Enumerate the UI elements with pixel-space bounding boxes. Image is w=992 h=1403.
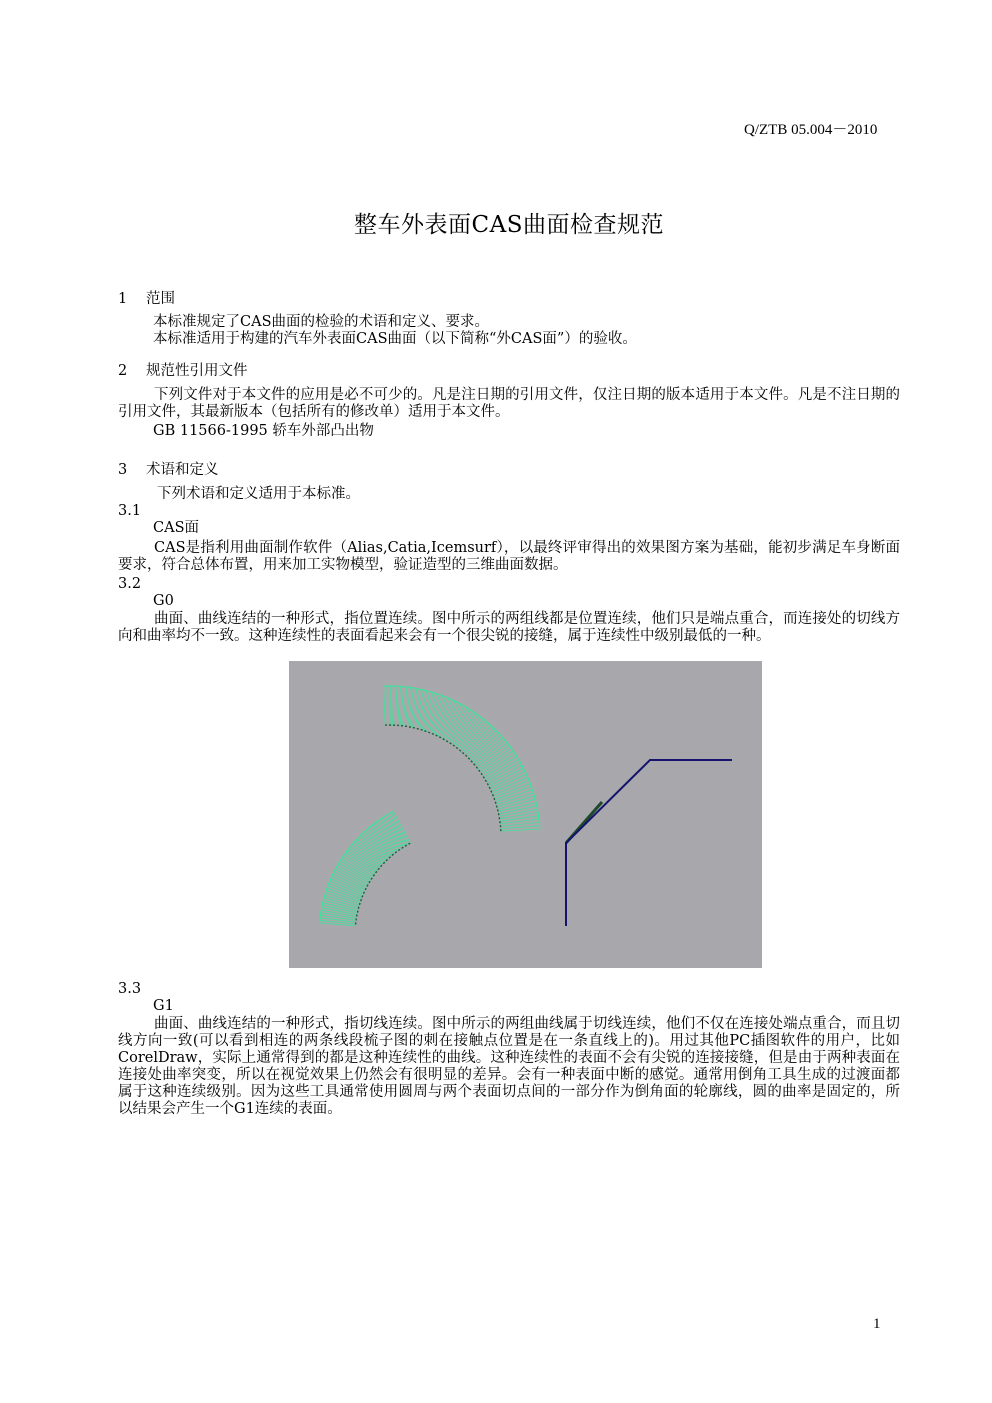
- clause-3-1-number: 3.1: [118, 503, 142, 519]
- comb-tooth: [461, 721, 486, 751]
- comb-tooth: [339, 863, 370, 882]
- clause-3-3-term: G1: [153, 998, 174, 1014]
- comb-tooth: [387, 686, 388, 725]
- comb-tooth: [405, 688, 411, 727]
- clause-3-2-definition: 曲面、曲线连结的一种形式，指位置连续。图中所示的两组线都是位置连续，他们只是端点重合，而连接处的切线方向和曲率均不一致。这种连续性的表面看起来会有一个很尖锐的接缝，属于连续性中级别最低的一种。: [118, 611, 900, 644]
- page-title: 整车外表面CAS曲面检查规范: [354, 212, 664, 238]
- reference-item: GB 11566-1995 轿车外部凸出物: [153, 423, 374, 439]
- clause-3-3-number: 3.3: [118, 981, 142, 997]
- comb-tooth: [459, 719, 483, 750]
- comb-tooth: [384, 686, 385, 725]
- comb-tooth: [500, 816, 539, 821]
- section-2-heading: [118, 359, 248, 380]
- section-number: 3: [118, 462, 128, 478]
- comb-tooth: [470, 733, 498, 760]
- comb-tooth: [500, 812, 539, 818]
- document-number: Q/ZTB 05.004－2010: [744, 122, 878, 138]
- section-1-heading: [118, 287, 175, 308]
- section-title: 术语和定义: [146, 462, 219, 478]
- lower-curvature-comb: [320, 811, 411, 926]
- g0-figure-drawing: [289, 661, 762, 968]
- comb-tooth: [501, 829, 540, 831]
- section-number: 1: [118, 291, 128, 307]
- comb-tooth: [463, 723, 489, 752]
- comb-tooth: [395, 686, 397, 725]
- section-1-line-1: 本标准规定了CAS曲面的检验的术语和定义、要求。: [153, 314, 489, 330]
- comb-tooth: [393, 686, 394, 725]
- clause-3-2-term: G0: [153, 593, 174, 609]
- section-number: 2: [118, 363, 128, 379]
- comb-tooth: [472, 735, 501, 761]
- comb-tooth: [494, 783, 531, 797]
- comb-tooth: [468, 730, 496, 758]
- comb-tooth: [465, 726, 491, 755]
- clause-3-2-number: 3.2: [118, 576, 142, 592]
- comb-tooth: [389, 814, 407, 845]
- comb-tooth: [320, 918, 356, 922]
- comb-tooth: [467, 728, 494, 756]
- comb-tooth: [473, 738, 502, 764]
- clause-3-1-definition: CAS是指利用曲面制作软件（Alias,Catia,Icemsurf），以最终评审得出的效果图方案为基础，能初步满足车身断面要求，符合总体布置，用来加工实物模型，验证造型的三维曲面数据。: [118, 540, 900, 573]
- comb-tooth: [501, 826, 540, 829]
- clause-3-3-definition: 曲面、曲线连结的一种形式，指切线连续。图中所示的两组曲线属于切线连续，他们不仅在连接处端点重合，而且切线方向一致(可以看到相连的两条线段梳子图的刺在接触点位置是在一条直线上的)。用过其他PC插图软件的用户，比如CorelDraw，实际上通常得到的都是这种连续性的曲线。这种连续性的表面不会有尖锐的连接接缝，但是由于两种表面在连接处曲率突变，所以在视觉效果上仍然会有很明显的差异。会有一种表面中断的感觉。通常用倒角工具生成的过渡面都属于这种连续级别。因为这些工具通常使用圆周与两个表面切点间的一部分作为倒角面的轮廓线，圆的曲率是固定的，所以结果会产生一个G1连续的表面。: [118, 1016, 900, 1117]
- comb-tooth: [495, 787, 532, 800]
- g0-position-continuous-curve: [566, 760, 732, 926]
- section-3-heading: [118, 458, 219, 479]
- comb-tooth: [475, 740, 505, 765]
- clause-3-1-term: CAS面: [153, 520, 199, 536]
- comb-outline: [384, 686, 540, 829]
- page-number: 1: [873, 1316, 881, 1332]
- comb-base-curve: [385, 725, 501, 831]
- comb-outline: [320, 811, 394, 922]
- section-title: 规范性引用文件: [146, 363, 248, 379]
- comb-tooth: [427, 695, 440, 732]
- comb-tooth: [477, 743, 508, 767]
- comb-tooth: [387, 815, 406, 846]
- section-1-line-2: 本标准适用于构建的汽车外表面CAS曲面（以下简称“外CAS面”）的验收。: [153, 331, 637, 347]
- section-3-intro: 下列术语和定义适用于本标准。: [157, 486, 360, 502]
- comb-tooth: [385, 817, 404, 847]
- comb-tooth: [497, 796, 535, 807]
- comb-tooth: [325, 896, 360, 906]
- section-2-paragraph: 下列文件对于本文件的应用是必不可少的。凡是注日期的引用文件，仅注日期的版本适用于本文件。凡是不注日期的引用文件，其最新版本（包括所有的修改单）适用于本文件。: [118, 387, 900, 420]
- section-title: 范围: [146, 291, 175, 307]
- comb-tooth: [496, 793, 533, 804]
- upper-curvature-comb: [384, 686, 540, 831]
- g0-continuity-figure: [289, 661, 762, 968]
- comb-tooth: [398, 686, 401, 725]
